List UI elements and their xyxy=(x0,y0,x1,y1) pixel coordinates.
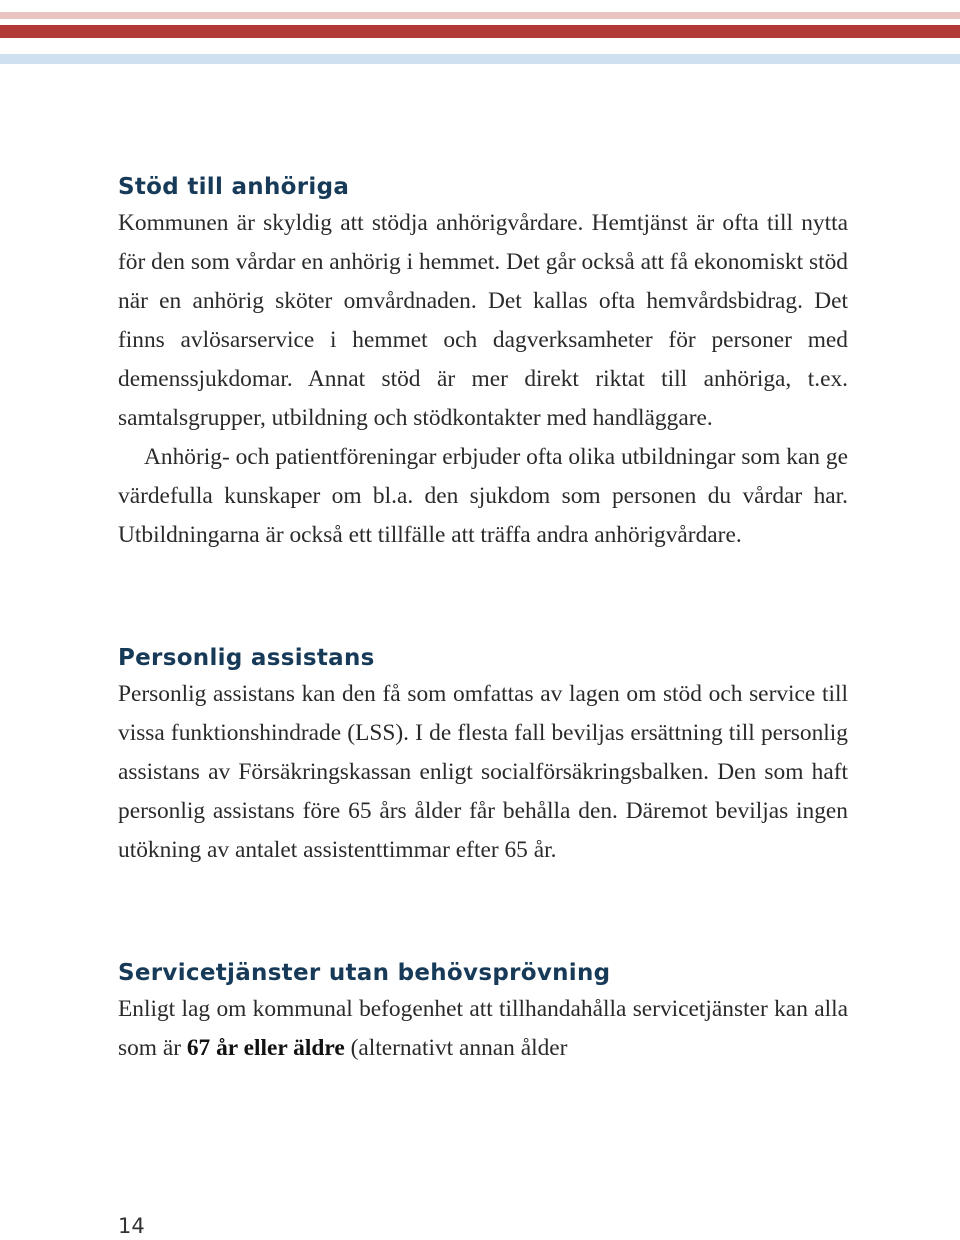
decorative-stripe-red xyxy=(0,25,960,38)
paragraph xyxy=(118,990,848,1068)
section-heading: Servicetjänster utan behövsprövning xyxy=(118,960,611,986)
page-content xyxy=(118,170,848,1068)
decorative-stripe-pale-red xyxy=(0,12,960,19)
section-heading: Stöd till anhöriga xyxy=(118,174,350,200)
page-number: 14 xyxy=(118,1214,145,1238)
paragraph: Anhörig- och patientföreningar erbjuder ofta olika utbildningar som kan ge värdefulla kunskaper om bl.a. den sjukdom som personen du vårdar har. Utbildningarna är också ett tillfälle att träffa andra anhörigvårdare. xyxy=(118,444,848,548)
paragraph: Personlig assistans kan den få som omfattas av lagen om stöd och service till vissa funktionshindrade (LSS). I de flesta fall beviljas ersättning till personlig assistans av Försäkringskassan enligt socialförsäkringsbalken. Den som haft personlig assistans före 65 års ålder får behålla den. Däremot beviljas ingen utökning av antalet assistenttimmar efter 65 år. xyxy=(118,681,848,863)
section-heading: Personlig assistans xyxy=(118,645,375,671)
paragraph: Kommunen är skyldig att stödja anhörigvårdare. Hemtjänst är ofta till nytta för den som vårdar en anhörig i hemmet. Det går också att få ekonomiskt stöd när en anhörig sköter omvårdnaden. Det kallas ofta hemvårdsbidrag. Det finns avlösarservice i hemmet och dagverksamheter för personer med demenssjukdomar. Annat stöd är mer direkt riktat till anhöriga, t.ex. samtalsgrupper, utbildning och stödkontakter med handläggare. xyxy=(118,210,848,431)
decorative-stripe-blue xyxy=(0,54,960,64)
paragraph-text: (alternativt annan ålder xyxy=(344,1035,568,1061)
section-servicetjanster xyxy=(118,956,848,1068)
emphasized-text: 67 år eller äldre xyxy=(186,1035,345,1061)
section-stod-till-anhoriga xyxy=(118,170,848,555)
paragraph-text: Enligt lag om kommunal befogenhet att tillhandahålla servicetjänster kan alla som är xyxy=(118,996,848,1061)
section-personlig-assistans xyxy=(118,641,848,870)
